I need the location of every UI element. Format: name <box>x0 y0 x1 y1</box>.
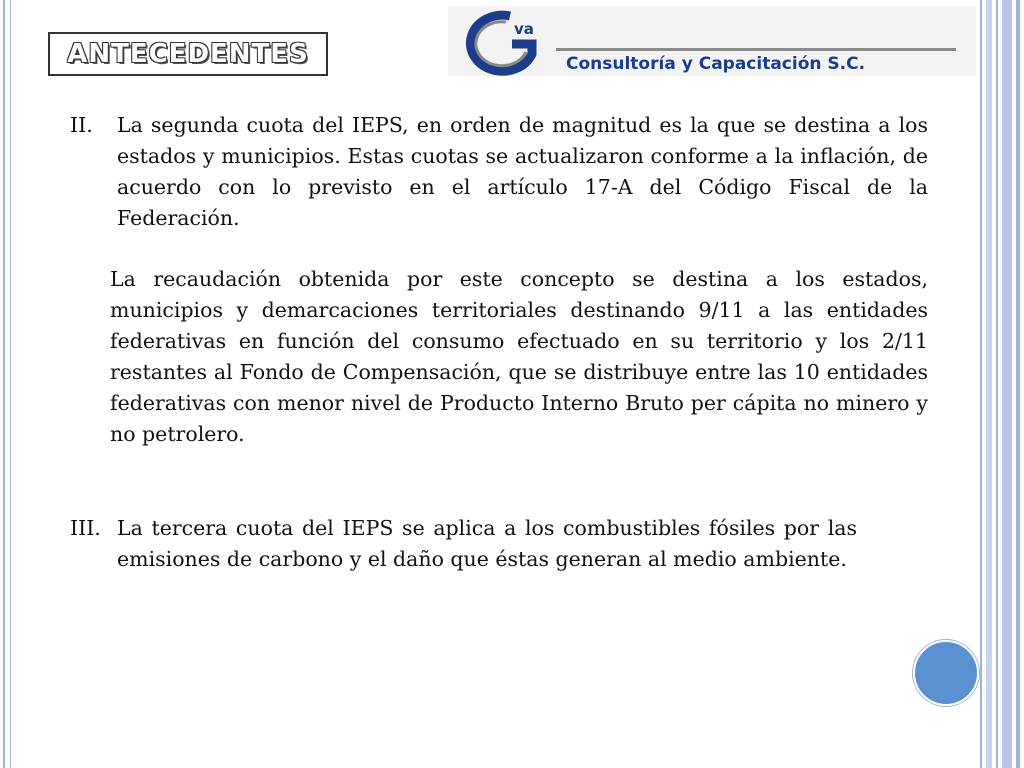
left-border <box>0 0 11 768</box>
logo-divider <box>556 48 956 51</box>
item-number: III. <box>70 516 101 540</box>
logo-company-name: Consultoría y Capacitación S.C. <box>566 54 866 74</box>
paragraph-recaudacion <box>110 264 928 450</box>
paragraph-text: La recaudación obtenida por este concepto se destina a los estados, municipios y demarcaciones territoriales destinando 9/11 a las entidades federativas en función del consumo efectuado en su territorio y los 2/11 restantes al Fondo de Compensación, que se distribuye entre las 10 entidades federativas con menor nivel de Producto Interno Bruto per cápita no minero y no petrolero. <box>110 267 928 446</box>
logo-mark-text: va <box>514 20 534 38</box>
right-border <box>976 0 1024 768</box>
paragraph-text: La segunda cuota del IEPS, en orden de magnitud es la que se destina a los estados y municipios. Estas cuotas se actualizaron conforme a la inflación, de acuerdo con lo previsto en el artículo 17-A del Código Fiscal de la Federación. <box>117 113 928 230</box>
company-logo <box>448 6 976 76</box>
paragraph-iii <box>117 513 857 575</box>
item-number: II. <box>70 113 93 137</box>
slide-title: ANTECEDENTES <box>67 39 309 69</box>
paragraph-ii <box>117 110 928 234</box>
g-logo-icon <box>448 6 558 76</box>
paragraph-text: La tercera cuota del IEPS se aplica a los combustibles fósiles por las emisiones de carbono y el daño que éstas generan al medio ambiente. <box>117 516 857 571</box>
decorative-circle <box>913 640 979 706</box>
slide-title-box <box>48 32 328 76</box>
